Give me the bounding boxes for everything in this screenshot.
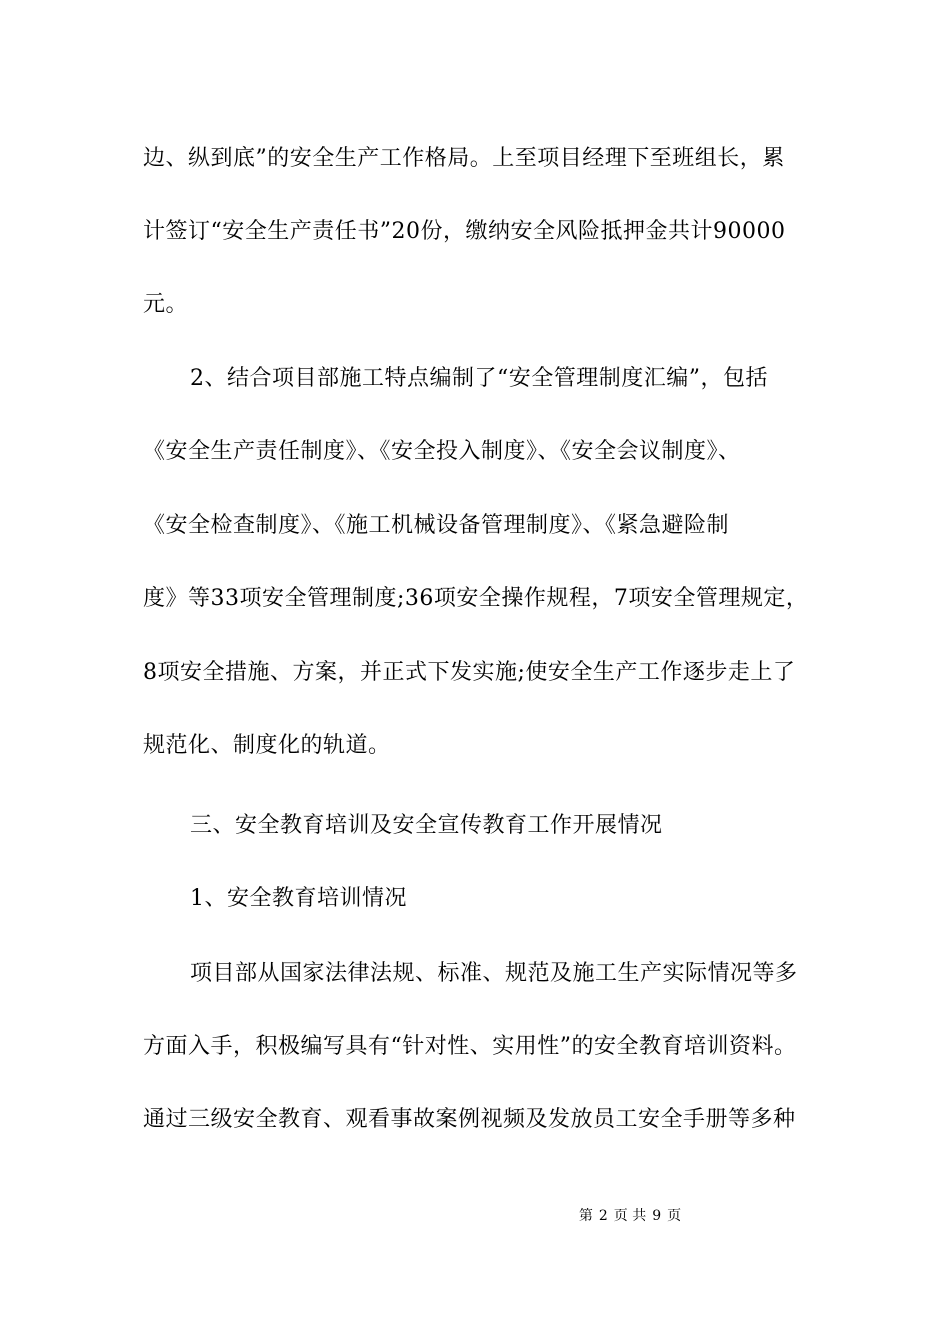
footer-mid: 页 共 [613,1208,647,1224]
text-line: 元。 [143,292,189,317]
paragraph-start-line: 项目部从国家法律法规、标准、规范及施工生产实际情况等多 [190,961,798,986]
footer-prefix: 第 [578,1208,593,1224]
text-line: 边、纵到底”的安全生产工作格局。上至项目经理下至班组长，累 [143,146,785,171]
footer-suffix: 页 [667,1208,682,1224]
paragraph-start-line: 2、结合项目部施工特点编制了“安全管理制度汇编”，包括 [190,366,768,391]
total-pages-number: 9 [652,1208,662,1224]
text-line: 8项安全措施、方案，并正式下发实施;使安全生产工作逐步走上了 [143,660,796,685]
text-line: 规范化、制度化的轨道。 [143,733,391,758]
text-line: 《安全生产责任制度》、《安全投入制度》、《安全会议制度》、 [143,439,741,464]
text-line: 方面入手，积极编写具有“针对性、实用性”的安全教育培训资料。 [143,1034,797,1059]
page-footer [0,1207,950,1225]
text-line: 计签订“安全生产责任书”20份，缴纳安全风险抵押金共计90000 [143,219,786,244]
text-line: 度》等33项安全管理制度;36项安全操作规程，7项安全管理规定， [143,586,809,611]
text-line: 《安全检查制度》、《施工机械设备管理制度》、《紧急避险制 [143,513,730,538]
current-page-number: 2 [598,1208,608,1224]
text-line: 通过三级安全教育、观看事故案例视频及发放员工安全手册等多种 [143,1107,796,1132]
section-heading: 三、安全教育培训及安全宣传教育工作开展情况 [190,813,663,838]
subsection-heading: 1、安全教育培训情况 [190,886,407,911]
